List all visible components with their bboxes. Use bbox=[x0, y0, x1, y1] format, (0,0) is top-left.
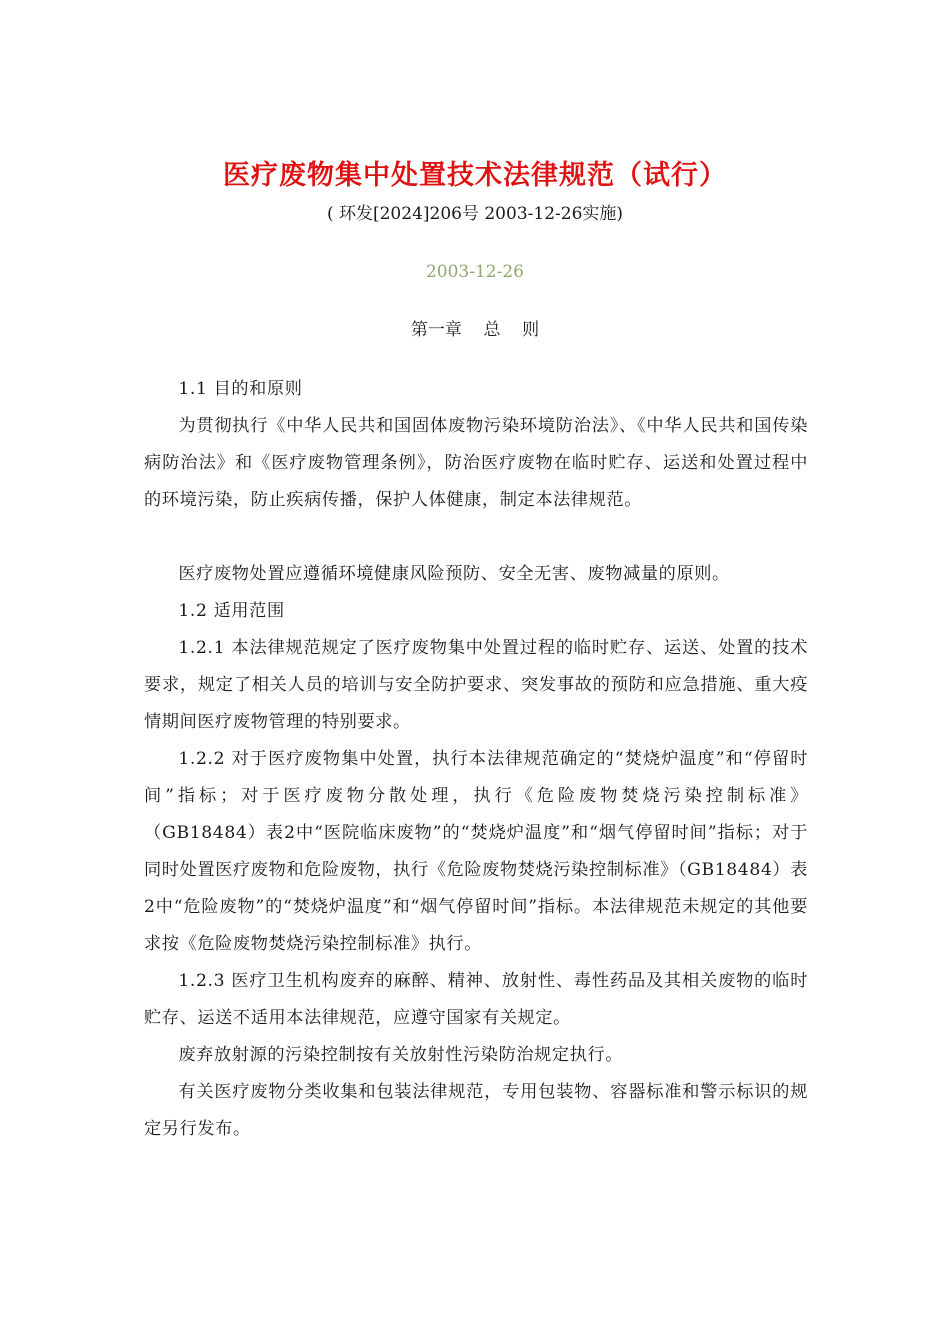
paragraph: 医疗废物处置应遵循环境健康风险预防、安全无害、废物减量的原则。 bbox=[178, 564, 730, 584]
publish-date: 2003-12-26 bbox=[425, 262, 524, 282]
document-title: 医疗废物集中处置技术法律规范（试行） bbox=[223, 160, 727, 191]
paragraph: 1.2.3 医疗卫生机构废弃的麻醉、精神、放射性、毒性药品及其相关废物的临时贮存、运送不适用本法律规范，应遵守国家有关规定。 bbox=[144, 971, 808, 1028]
paragraph: 1.2.1 本法律规范规定了医疗废物集中处置过程的临时贮存、运送、处置的技术要求，规定了相关人员的培训与安全防护要求、突发事故的预防和应急措施、重大疫情期间医疗废物管理的特别要求。 bbox=[144, 638, 808, 732]
paragraph: 废弃放射源的污染控制按有关放射性污染防治规定执行。 bbox=[178, 1045, 624, 1065]
chapter-heading: 第一章 总 则 bbox=[410, 320, 540, 340]
section-heading: 1.2 适用范围 bbox=[178, 601, 285, 621]
document-body bbox=[144, 371, 808, 1148]
paragraph: 1.2.2 对于医疗废物集中处置，执行本法律规范确定的“焚烧炉温度”和“停留时间”指标；对于医疗废物分散处理，执行《危险废物焚烧污染控制标准》（GB18484）表2中“医院临床废物”的“焚烧炉温度”和“烟气停留时间”指标；对于同时处置医疗废物和危险废物，执行《危险废物焚烧污染控制标准》（GB18484）表2中“危险废物”的“焚烧炉温度”和“烟气停留时间”指标。本法律规范未规定的其他要求按《危险废物焚烧污染控制标准》执行。 bbox=[144, 749, 808, 954]
paragraph: 为贯彻执行《中华人民共和国固体废物污染环境防治法》、《中华人民共和国传染病防治法》和《医疗废物管理条例》，防治医疗废物在临时贮存、运送和处置过程中的环境污染，防止疾病传播，保护人体健康，制定本法律规范。 bbox=[144, 416, 808, 510]
document-subtitle: ( 环发[2024]206号 2003-12-26实施) bbox=[326, 204, 624, 224]
section-heading: 1.1 目的和原则 bbox=[178, 379, 303, 399]
paragraph: 有关医疗废物分类收集和包装法律规范，专用包装物、容器标准和警示标识的规定另行发布。 bbox=[144, 1082, 808, 1139]
